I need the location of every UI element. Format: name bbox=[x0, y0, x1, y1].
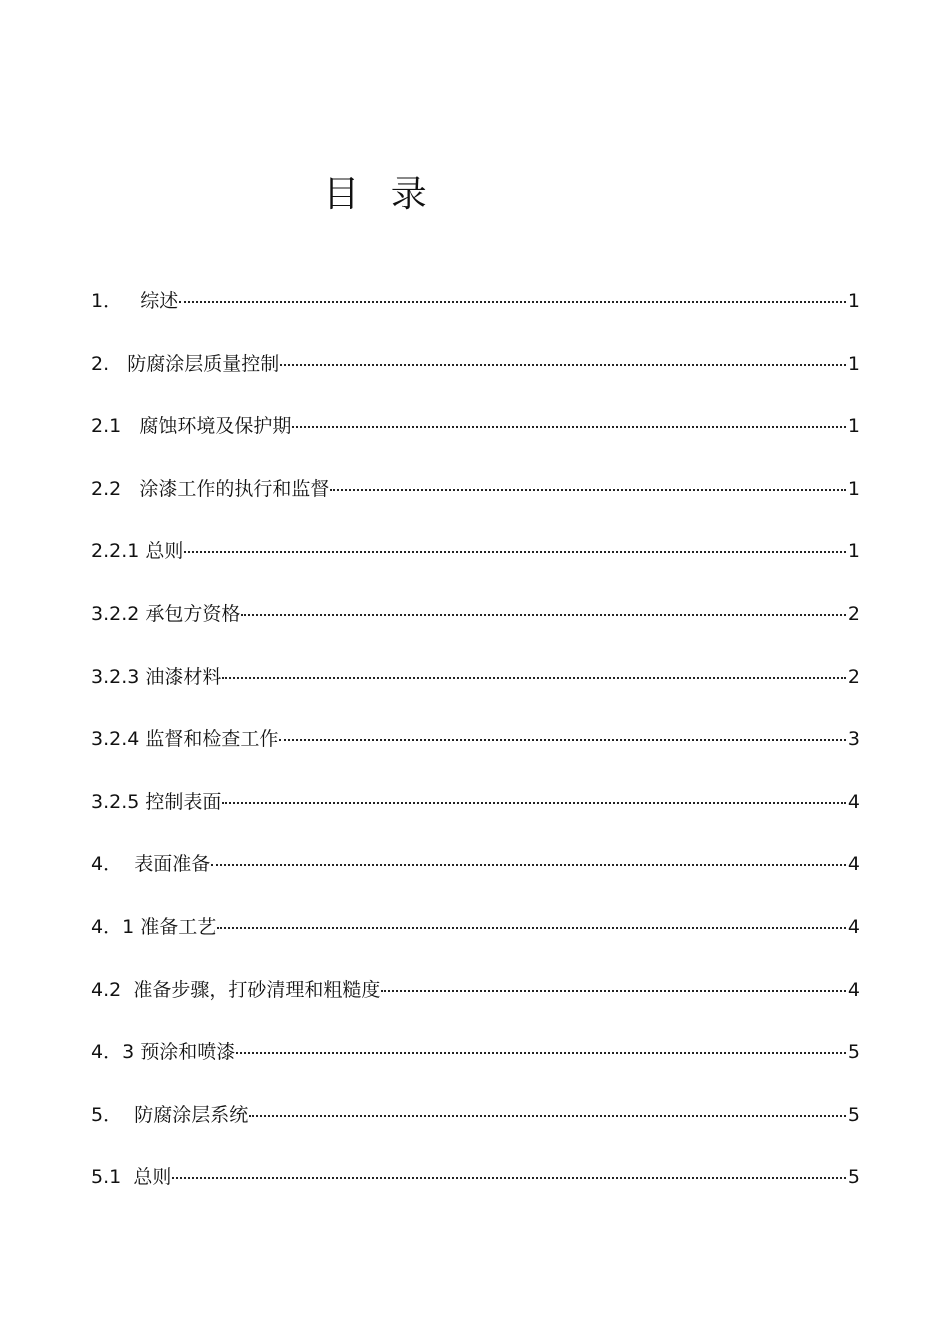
toc-entry-title: 预涂和喷漆 bbox=[140, 1041, 236, 1064]
toc-dot-leader bbox=[292, 426, 846, 428]
toc-entry-page: 4 bbox=[847, 853, 860, 876]
toc-entry-number: 3.2.2 bbox=[91, 602, 140, 625]
toc-entry-number: 4．1 bbox=[91, 915, 135, 938]
toc-entry-number: 2.2 bbox=[91, 477, 122, 500]
toc-entry-page: 4 bbox=[847, 915, 860, 938]
toc-dot-leader bbox=[330, 489, 846, 491]
toc-entry[interactable] bbox=[91, 470, 860, 533]
toc-entry-title: 综述 bbox=[140, 290, 179, 312]
toc-entry-page: 2 bbox=[847, 665, 860, 688]
toc-entry-page: 5 bbox=[847, 1103, 860, 1126]
toc-dot-leader bbox=[222, 802, 845, 804]
toc-entry-number: 4． bbox=[91, 853, 123, 876]
toc-entry-title: 监督和检查工作 bbox=[145, 728, 279, 751]
toc-entry-gap bbox=[121, 971, 133, 1009]
toc-dot-leader bbox=[241, 614, 845, 616]
table-of-contents bbox=[91, 282, 860, 1221]
toc-entry-title: 控制表面 bbox=[145, 790, 222, 813]
toc-entry-title: 总则 bbox=[133, 1166, 172, 1189]
toc-entry-title: 表面准备 bbox=[134, 853, 211, 876]
toc-entry-number: 2. bbox=[91, 352, 110, 375]
toc-dot-leader bbox=[279, 739, 845, 741]
toc-entry[interactable] bbox=[91, 407, 860, 470]
toc-entry-page: 1 bbox=[847, 352, 860, 375]
toc-entry-number: 5.1 bbox=[91, 1166, 122, 1189]
toc-entry-gap bbox=[122, 845, 134, 883]
toc-entry-title: 总则 bbox=[145, 540, 184, 563]
toc-entry-gap bbox=[121, 470, 139, 508]
toc-entry[interactable] bbox=[91, 282, 860, 345]
toc-entry-page: 1 bbox=[847, 540, 860, 563]
toc-entry-gap bbox=[122, 282, 140, 320]
toc-dot-leader bbox=[236, 1052, 846, 1054]
toc-entry-page: 5 bbox=[847, 1166, 860, 1189]
toc-entry-number: 4．3 bbox=[91, 1041, 135, 1064]
toc-dot-leader bbox=[381, 990, 846, 992]
toc-entry-title: 腐蚀环境及保护期 bbox=[139, 415, 292, 438]
toc-entry[interactable] bbox=[91, 1158, 860, 1221]
toc-entry[interactable] bbox=[91, 532, 860, 595]
toc-entry-gap bbox=[121, 1158, 133, 1196]
toc-dot-leader bbox=[211, 864, 846, 866]
toc-entry-title: 涂漆工作的执行和监督 bbox=[139, 477, 330, 500]
toc-entry-number: 2.1 bbox=[91, 415, 122, 438]
toc-entry-title: 准备工艺 bbox=[140, 915, 217, 938]
toc-entry-gap bbox=[122, 1096, 134, 1134]
toc-dot-leader bbox=[280, 364, 846, 366]
toc-entry[interactable] bbox=[91, 658, 860, 721]
toc-entry-title: 防腐涂层质量控制 bbox=[127, 352, 280, 375]
toc-entry-number: 4.2 bbox=[91, 978, 122, 1001]
toc-entry-number: 3.2.5 bbox=[91, 790, 140, 813]
toc-entry-title: 防腐涂层系统 bbox=[134, 1103, 249, 1126]
toc-entry-page: 4 bbox=[847, 790, 860, 813]
toc-entry[interactable] bbox=[91, 345, 860, 408]
toc-entry-gap bbox=[121, 407, 139, 445]
toc-entry-page: 1 bbox=[847, 477, 860, 500]
toc-entry-page: 3 bbox=[847, 728, 860, 751]
toc-entry-number: 3.2.3 bbox=[91, 665, 140, 688]
toc-entry-title: 承包方资格 bbox=[145, 602, 241, 625]
toc-entry-number: 1． bbox=[91, 290, 123, 312]
toc-title: 目 录 bbox=[323, 174, 437, 215]
toc-entry-page: 2 bbox=[847, 602, 860, 625]
toc-entry-gap bbox=[109, 345, 127, 383]
toc-dot-leader bbox=[184, 551, 845, 553]
toc-entry[interactable] bbox=[91, 1033, 860, 1096]
toc-entry-number: 3.2.4 bbox=[91, 728, 140, 751]
toc-dot-leader bbox=[179, 301, 846, 303]
toc-entry[interactable] bbox=[91, 1096, 860, 1159]
toc-entry-page: 4 bbox=[847, 978, 860, 1001]
toc-entry-number: 5． bbox=[91, 1103, 123, 1126]
toc-entry[interactable] bbox=[91, 783, 860, 846]
toc-entry[interactable] bbox=[91, 720, 860, 783]
toc-entry-number: 2.2.1 bbox=[91, 540, 140, 563]
toc-entry-page: 1 bbox=[847, 415, 860, 438]
toc-entry-page: 1 bbox=[847, 290, 860, 312]
toc-entry[interactable] bbox=[91, 595, 860, 658]
toc-entry-title: 油漆材料 bbox=[145, 665, 222, 688]
toc-dot-leader bbox=[172, 1177, 846, 1179]
toc-dot-leader bbox=[217, 927, 846, 929]
toc-dot-leader bbox=[249, 1115, 846, 1117]
toc-entry-title: 准备步骤，打砂清理和粗糙度 bbox=[133, 978, 381, 1001]
toc-entry[interactable] bbox=[91, 971, 860, 1034]
toc-dot-leader bbox=[222, 677, 845, 679]
toc-entry-page: 5 bbox=[847, 1041, 860, 1064]
toc-entry[interactable] bbox=[91, 845, 860, 908]
toc-entry[interactable] bbox=[91, 908, 860, 971]
